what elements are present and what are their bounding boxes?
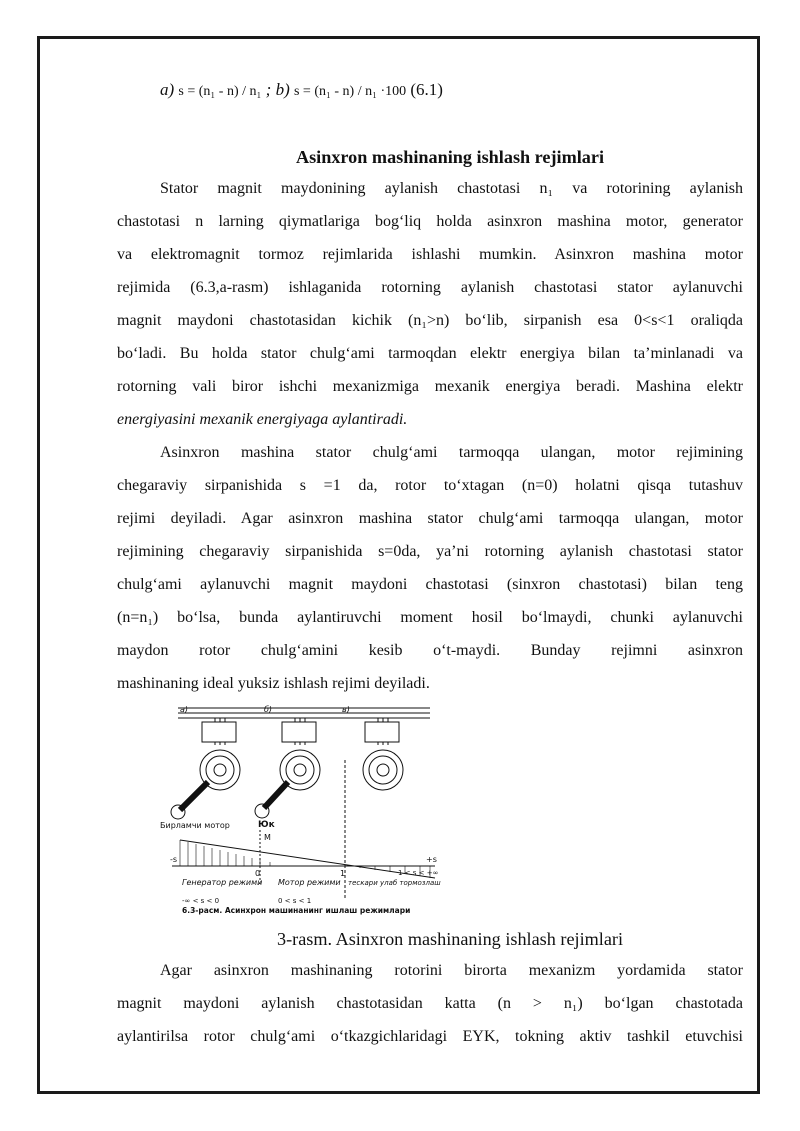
axis-one-label: 1	[340, 869, 346, 878]
machine-c	[363, 718, 403, 790]
axis-left-label: -s	[170, 855, 178, 864]
p1-line: rotorning vali biror ishchi mexanizmiga mexanik energiya beradi. Mashina elektr	[117, 378, 743, 395]
formula-separator: ; b)	[265, 80, 290, 99]
p3-line: aylantirilsa rotor chulg‘ami o‘tkazgichlaridagi EYK, tokning aktiv tashkil etuvchisi	[117, 1028, 743, 1045]
p1-line: bo‘ladi. Bu holda stator chulg‘ami tarmoqdan elektr energiya bilan ta’minlanadi va	[117, 345, 743, 362]
p2-line: Asinxron mashina stator chulg‘ami tarmoqqa ulangan, motor rejimining	[160, 444, 743, 461]
formula-b: s = (n₁ - n) / n₁ ·100	[293, 84, 407, 99]
machine-a	[171, 718, 240, 819]
panel-label-b: б)	[264, 705, 273, 714]
panel-label-a: a)	[180, 705, 189, 714]
region-generator-range: -∞ < s < 0	[182, 897, 220, 905]
p1-line: rejimida (6.3,a-rasm) ishlaganida rotorning aylanish chastotasi stator aylanuvchi	[117, 279, 743, 296]
p2-line: maydon rotor chulg‘amini kesib o‘t-maydi. Bunday rejimni asinxron	[117, 642, 743, 659]
formula-a: s = (n₁ - n) / n₁	[178, 84, 262, 99]
label-generator-motor: Бирламчи мотор	[160, 821, 230, 830]
axis-zero-label: 0	[255, 869, 261, 878]
region-motor: Мотор режими	[278, 878, 341, 887]
panel-label-c: в)	[342, 705, 350, 714]
supply-lines	[178, 708, 430, 718]
region-generator: Генератор режими	[182, 878, 263, 887]
p2-line: chulg‘ami aylanuvchi magnit maydoni chastotasi (sinxron chastotasi) bilan teng	[117, 576, 743, 593]
formula-a-label: a)	[160, 80, 175, 99]
figure-caption: 3-rasm. Asinxron mashinaning ishlash rejimlari	[276, 929, 623, 949]
p2-line: rejimi deyiladi. Agar asinxron mashina stator chulg‘ami tarmoqqa ulangan, motor	[117, 510, 743, 527]
machine-b	[255, 718, 320, 818]
p3-line: Agar asinxron mashinaning rotorini birorta mexanizm yordamida stator	[160, 962, 743, 979]
axis-right-label: +s	[426, 855, 437, 864]
p2-line: rejimining chegaraviy sirpanishida s=0da, ya’ni rotorning aylanish chastotasi stator	[117, 543, 743, 560]
label-load: Юк	[258, 820, 275, 830]
torque-hatching	[180, 840, 435, 878]
p1-line: Stator magnit maydonining aylanish chastotasi n₁ va rotorining aylanish	[160, 180, 743, 197]
region-motor-range: 0 < s < 1	[278, 897, 312, 905]
p2-line: (n=n₁) bo‘lsa, bunda aylantiruvchi moment hosil bo‘lmaydi, chunki aylanuvchi	[117, 609, 743, 626]
region-brake-range: 1 < s < +∞	[398, 869, 439, 877]
formula-6-1	[160, 80, 443, 100]
p3-line: magnit maydoni aylanish chastotasidan katta (n > n₁) bo‘lgan chastotada	[117, 995, 743, 1012]
operating-modes-figure	[160, 700, 445, 915]
p1-line: chastotasi n larning qiymatlariga bog‘liq holda asinxron mashina motor, generator	[117, 213, 743, 230]
slip-axis	[172, 830, 435, 885]
formula-number: (6.1)	[410, 80, 443, 99]
figure-inner-caption: 6.3-расм. Асинхрон машинанинг ишлаш режимлари	[182, 906, 411, 915]
section-title: Asinxron mashinaning ishlash rejimlari	[295, 147, 605, 167]
axis-m-label: M	[264, 833, 271, 842]
p1-line: magnit maydoni chastotasidan kichik (n₁>n) bo‘lib, sirpanish esa 0<s<1 oraliqda	[117, 312, 743, 329]
p1-line: energiyasini mexanik energiyaga aylantiradi.	[117, 411, 408, 428]
region-brake: тескари улаб тормозлаш	[348, 879, 441, 887]
p2-line: chegaraviy sirpanishida s =1 da, rotor to‘xtagan (n=0) holatni qisqa tutashuv	[117, 477, 743, 494]
p1-line: va elektromagnit tormoz rejimlarida ishlashi mumkin. Asinxron mashina motor	[117, 246, 743, 263]
p2-line: mashinaning ideal yuksiz ishlash rejimi deyiladi.	[117, 675, 430, 692]
